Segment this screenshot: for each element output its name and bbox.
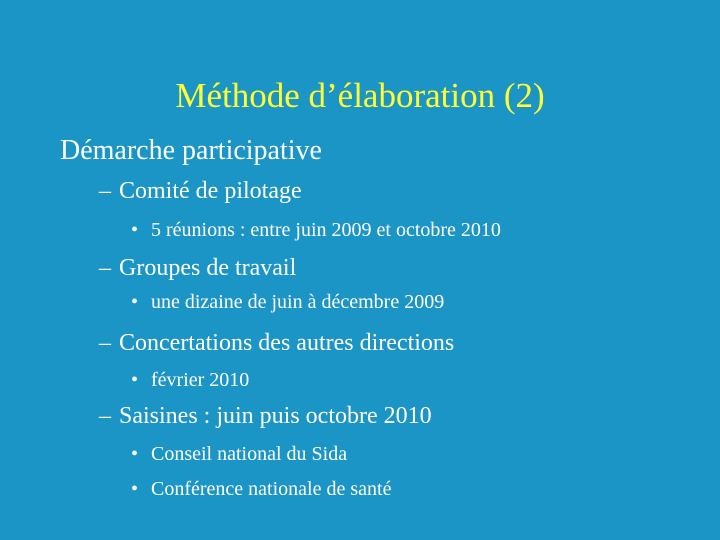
slide-title-text: Méthode d’élaboration (2) [175, 76, 545, 115]
dash-marker: – [99, 330, 111, 356]
section-label: Groupes de travail [119, 255, 297, 281]
section-label: Saisines : juin puis octobre 2010 [119, 403, 432, 429]
bullet-item [131, 440, 347, 468]
bullet-marker: • [131, 369, 139, 391]
bullet-marker: • [131, 219, 139, 241]
bullet-text: une dizaine de juin à décembre 2009 [151, 291, 445, 313]
bullet-item [131, 475, 391, 503]
bullet-text: Conférence nationale de santé [151, 478, 392, 500]
main-point: Démarche participative [60, 135, 322, 166]
bullet-item [131, 216, 501, 244]
bullet-item [131, 366, 249, 394]
bullet-marker: • [131, 443, 139, 465]
section-item [99, 327, 454, 359]
dash-marker: – [99, 403, 111, 429]
section-label: Comité de pilotage [119, 178, 302, 204]
section-item [99, 400, 432, 432]
dash-marker: – [99, 255, 111, 281]
bullet-marker: • [131, 291, 139, 313]
dash-marker: – [99, 178, 111, 204]
bullet-text: Conseil national du Sida [151, 443, 348, 465]
section-item [99, 252, 296, 284]
bullet-item [131, 288, 444, 316]
bullet-text: février 2010 [151, 369, 250, 391]
bullet-text: 5 réunions : entre juin 2009 et octobre 2010 [151, 219, 501, 241]
section-item [99, 175, 302, 207]
section-label: Concertations des autres directions [119, 330, 455, 356]
slide-title [0, 74, 720, 118]
bullet-marker: • [131, 478, 139, 500]
